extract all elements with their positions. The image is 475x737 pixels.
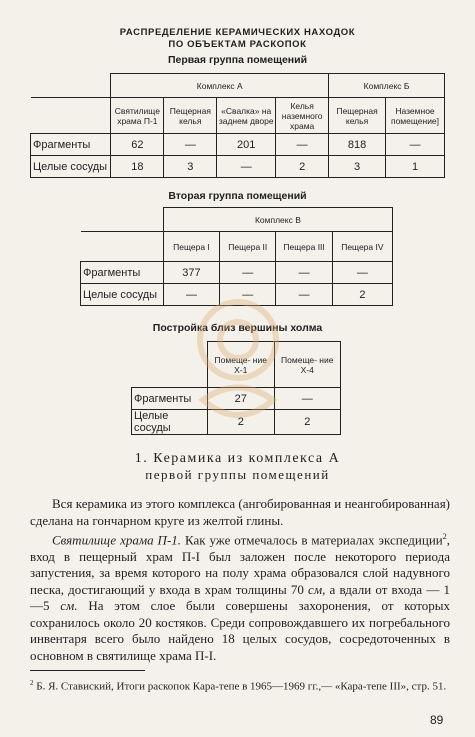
footnote: $^2$ Б. Я. Ставиский, Итоги раскопок Кара-тепе в 1965—1969 гг.,— «Кара-тепе III», стр. 51. (30, 679, 447, 693)
row-label: Целые сосуды (31, 156, 111, 178)
complex-a-header: Комплекс А (111, 74, 329, 98)
paragraph: Вся керамика из этого комплекса (ангобированная и неангобированная) сделана на гончарном круге из желтой глины. (30, 496, 450, 528)
table-cell: — (220, 262, 276, 284)
col-header: «Свалка» на заднем дворе (217, 98, 276, 134)
table-cell: — (276, 284, 332, 306)
col-header: Келья наземного храма (276, 98, 329, 134)
table-cell: — (276, 134, 329, 156)
table-cell: 2 (332, 284, 392, 306)
table-row (31, 134, 445, 156)
row-label: Фрагменты (81, 262, 164, 284)
col-header: Пещерная келья (329, 98, 386, 134)
col-header: Святилище храма П-1 (111, 98, 164, 134)
table-cell: — (276, 262, 332, 284)
table-cell: 18 (111, 156, 164, 178)
page-number: 89 (430, 713, 444, 727)
row-label: Целые сосуды (132, 410, 208, 435)
col-header: Помеще- ние Х-1 (208, 342, 274, 388)
table-cell: — (217, 156, 276, 178)
table-cell: 27 (208, 388, 274, 410)
table-cell: — (164, 134, 217, 156)
row-label: Фрагменты (31, 134, 111, 156)
group2-title: Вторая группа помещений (168, 190, 307, 202)
watermark-ornament (183, 280, 293, 445)
table-cell: 201 (217, 134, 276, 156)
table-title-line1: РАСПРЕДЕЛЕНИЕ КЕРАМИЧЕСКИХ НАХОДОК (119, 27, 356, 38)
group1-title: Первая группа помещений (167, 54, 308, 66)
table-cell: 2 (276, 156, 329, 178)
col-header: Пещерная келья (164, 98, 217, 134)
table-cell: — (220, 284, 276, 306)
table-cell: 1 (386, 156, 445, 178)
table-title-line2: ПО ОБЪЕКТАМ РАСКОПОК (168, 39, 307, 50)
table-cell: 2 (274, 410, 341, 435)
col-header: Пещера II (220, 232, 276, 262)
col-header: Наземное помещение] (386, 98, 445, 134)
table-cell: 377 (163, 262, 219, 284)
table-cell: 818 (329, 134, 386, 156)
complex-b-header: Комплекс Б (329, 74, 445, 98)
group1-table (30, 73, 445, 178)
paragraph: Святилище храма П-1. Как уже отмечалось в материалах экспедиции$^2$, вход в пещерный храм П-I был заложен после некоторого периода запустения, за время которого на полу храма образовался слой надувного песка, достигающий у входа в храм толщины 70 см, а вдали от входа — 1—5 см. На этом слое были совершены захоронения, от которых сохранилось около 20 костяков. Среди сопровождавшего их погребального инвентаря всего было найдено 18 целых сосудов, сосредоточенных в основном в святилище храма П-I. (30, 532, 450, 663)
table-cell: — (274, 388, 341, 410)
footnote-rule (30, 670, 145, 671)
col-header: Помеще- ние Х-4 (274, 342, 341, 388)
table-cell: — (386, 134, 445, 156)
table-cell: 3 (164, 156, 217, 178)
col-header: Пещера I (163, 232, 219, 262)
body-text (30, 496, 450, 664)
table-cell: 3 (329, 156, 386, 178)
table-cell: — (163, 284, 219, 306)
row-label: Целые сосуды (81, 284, 164, 306)
section-title: 1. Керамика из комплекса А (134, 451, 341, 466)
table-cell: 2 (208, 410, 274, 435)
table-row (31, 156, 445, 178)
group3-title: Постройка близ вершины холма (152, 322, 323, 334)
col-header: Пещера III (276, 232, 332, 262)
section-subtitle: первой группы помещений (145, 467, 330, 482)
table-cell: 62 (111, 134, 164, 156)
row-label: Фрагменты (132, 388, 208, 410)
table-cell: — (332, 262, 392, 284)
col-header: Пещера IV (332, 232, 392, 262)
paragraph-italic: Святилище храма П-1. (52, 532, 182, 548)
complex-v-header: Комплекс В (163, 208, 392, 232)
